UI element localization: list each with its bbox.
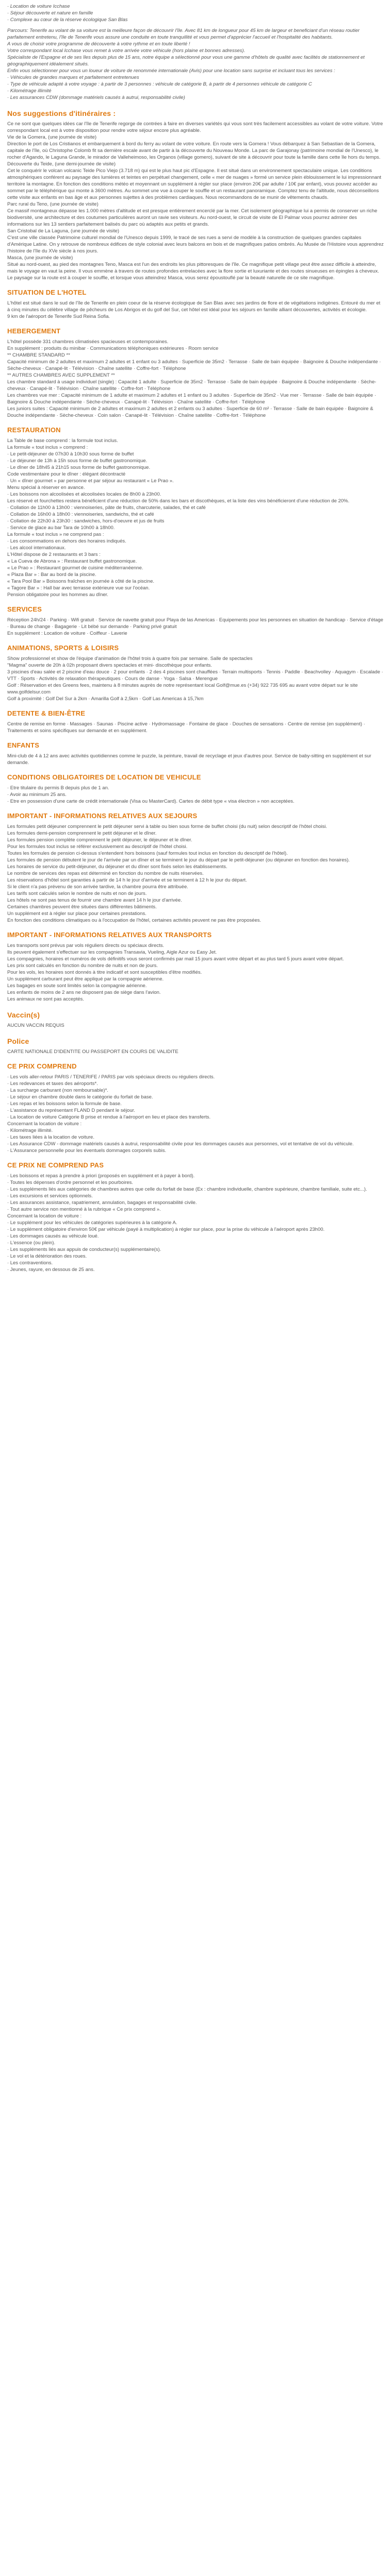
text-line: Pour les formules tout inclus se référer exclusivement au descriptif de l'hôtel choisi. xyxy=(7,844,188,850)
text-line: Parc rural du Teno, (une journée de visite) xyxy=(7,201,99,207)
text-line: · L'assistance du représentant FLAND D pendant le séjour. xyxy=(7,1108,135,1113)
services-section xyxy=(7,605,384,637)
text-line: Concernant la location de voiture : xyxy=(7,1213,82,1219)
restauration-heading: RESTAURATION xyxy=(7,426,61,434)
text-line: · Kilométrage illimité xyxy=(7,88,52,94)
text-line: Les chambres vue mer : Capacité minimum de 1 adulte et maximum 2 adultes et 1 enfant ou 3 adultes · Superficie de 35m2 · Vue mer · Terrasse · Salle de bain équipée · Baignoire & Douche indépendante · Sèche-cheveux · Canapé-lit · Télévision · Chaîne satellite · Coffre-fort · Téléphone xyxy=(7,393,376,405)
text-line: · Etre titulaire du permis B depuis plus de 1 an. xyxy=(7,785,109,791)
text-line: · Les taxes liées à la location de voiture. xyxy=(7,1134,94,1140)
text-line: · Les suppléments liés aux catégories de chambres autres que celle du forfait de base (Ex : chambre individuelle, chambre supérieure, chambre familiale, suite etc...). xyxy=(7,1187,367,1192)
text-line: · Kilométrage illimité. xyxy=(7,1128,53,1133)
restauration-list xyxy=(7,437,384,598)
text-line: · Les consommations en dehors des horaires indiqués. xyxy=(7,538,126,544)
vaccins-section xyxy=(7,1011,384,1029)
vaccins-list xyxy=(7,1022,384,1029)
important-sejours-section xyxy=(7,812,384,924)
text-line: En supplément : Location de voiture · Coiffeur · Laverie xyxy=(7,631,127,636)
text-line: En fonction des conditions climatiques ou à l'occupation de l'hôtel, certaines activités peuvent ne pas être proposées. xyxy=(7,918,262,923)
text-line: · Les contraventions. xyxy=(7,1260,53,1266)
situation-section xyxy=(7,289,384,320)
text-line: L'hôtel est situé dans le sud de l'île de Tenerife en plein coeur de la réserve écologique de San Blas avec ses jardins de flore et de végétations indigènes. Entouré du mer et à cinq minutes du célèbre village de pêcheurs de Los Abrigos et du golf del Sur, cet hôtel est idéal pour les séjours en famille alliant découvertes, activités et écologie. xyxy=(7,300,381,313)
prix-comprend-heading: CE PRIX COMPREND xyxy=(7,1062,77,1070)
text-line: AUCUN VACCIN REQUIS xyxy=(7,1023,64,1028)
text-line: · Les excursions et services optionnels. xyxy=(7,1193,93,1199)
prix-ne-comprend-list xyxy=(7,1173,384,1273)
text-line: · Les boissons et repas à prendre à priori (proposés en supplément et à payer à bord). xyxy=(7,1173,195,1179)
text-line: · Avoir au minimum 25 ans. xyxy=(7,792,67,798)
text-line: Les compagnies, horaires et numéros de vols définitifs vous seront confirmés par mail 15 jours avant votre départ et au plus tard 5 jours avant votre départ. xyxy=(7,956,344,962)
text-line: Spécialiste de l'Espagne et de ses îles depuis plus de 15 ans, notre équipe a sélectionné pour vous une gamme d'hôtels de qualité avec facilités de stationnement et géographiquement idéalement situés. xyxy=(7,55,365,67)
important-sejours-list xyxy=(7,823,384,924)
text-line: · Les repas et les boissons selon la formule de base. xyxy=(7,1101,122,1107)
text-line: · Le petit-déjeuner de 07h30 à 10h30 sous forme de buffet xyxy=(7,451,134,457)
text-line: La formule « tout inclus » ne comprend pas : xyxy=(7,532,104,537)
text-line: · Les assurances assistance, rapatriement, annulation, bagages et responsabilité civile. xyxy=(7,1200,197,1206)
text-line: Capacité minimum de 2 adultes et maximum 2 adultes et 1 enfant ou 3 adultes · Superficie de 35m2 · Terrasse · Salle de bain équipée · Baignoire & Douche indépendante · Sèche-cheveux · Canapé-lit · Télévision · Chaîne satellite · Coffre-fort · Téléphone xyxy=(7,359,381,371)
text-line: Les réservations d'hôtel sont garanties à partir de 14 h le jour d'arrivée et se terminent à 12 h le jour du départ. xyxy=(7,877,247,883)
police-list xyxy=(7,1048,384,1055)
detente-heading: DETENTE & BIEN-ÊTRE xyxy=(7,709,86,717)
text-line: Vie de la Gomera, (une journée de visite) xyxy=(7,134,97,140)
text-line: Les tarifs sont calculés selon le nombre de nuits et non de jours. xyxy=(7,891,147,896)
text-line: · Les vols aller-retour PARIS / TENERIFE / PARIS par vols spéciaux directs ou réguliers directs. xyxy=(7,1074,215,1080)
text-line: Les horaires de service du petit-déjeuner, du déjeuner et du dîner sont fixés selon les établissements. xyxy=(7,864,227,870)
text-line: Situé au nord-ouest, au pied des montagnes Teno, Masca est l'un des endroits les plus pittoresques de l'île. Ce magnifique petit village peut être assez difficile à atteindre, mais le voyage en vaut la peine. Il vous emmène à travers de routes profondes entrelacées avec la flore sortie et luxuriante et des routes sinueuses en épingles à cheveux. Le paysage sur la route est à couper le souffle, et lorsque vous atteindrez Masca, vous serez époustouflé par la beauté naturelle de ce site magnifique. xyxy=(7,262,379,281)
vaccins-heading: Vaccin(s) xyxy=(7,1011,40,1019)
restauration-section xyxy=(7,426,384,598)
text-line: « Plaza Bar » : Bar au bord de la piscine. xyxy=(7,572,96,578)
text-line: · Collation de 16h00 à 18h00 : viennoiseries, sandwichs, thé et café xyxy=(7,512,154,517)
text-line: C'est une ville classée Patrimoine culturel mondial de l'Unesco depuis 1999, le tracé de ses rues a servi de modèle à la construction de quelques grandes capitales d'Amérique Latine. On y retrouve de nombreux édifices de style colonial avec leurs balcons en bois et de magnifiques patios ombrés. Au Musée de l'Histoire vous apprendrez l'histoire de l'île du XVe siècle à nos jours. xyxy=(7,235,384,254)
text-line: · Véhicules de grandes marques et parfaitement entretenues xyxy=(7,75,139,80)
important-transports-section xyxy=(7,931,384,1003)
text-line: Show professionnel et show de l'équipe d'animation de l'hôtel trois à quatre fois par semaine. Salle de spectacles xyxy=(7,656,253,662)
text-line: Les juniors suites : Capacité minimum de 2 adultes et maximum 2 adultes et 2 enfants ou 3 adultes · Superficie de 60 m² · Terrasse · Salle de bain équipée · Baignoire & Douche indépendante · Sèche-cheveux · Coin salon · Canapé-lit · Télévision · Chaîne satellite · Coffre-fort · Téléphone xyxy=(7,406,373,418)
text-line: CARTE NATIONALE D'IDENTITE OU PASSEPORT EN COURS DE VALIDITE xyxy=(7,1049,178,1055)
text-line: Le nombre de services des repas est déterminé en fonction du nombre de nuits réservées. xyxy=(7,871,204,876)
important-transports-list xyxy=(7,942,384,1003)
text-line: « La Cueva de Abrona » : Restaurant buffet gastronomique. xyxy=(7,558,137,564)
hebergement-list xyxy=(7,338,384,419)
text-line: · Collation de 11h00 à 13h00 : viennoiseries, pâte de fruits, charcuterie, salades, thé et café xyxy=(7,505,206,511)
enfants-list xyxy=(7,753,384,766)
text-line: Les formules demi-pension comprennent le petit déjeuner et le dîner. xyxy=(7,831,157,836)
text-line: · Collation de 22h30 à 23h30 : sandwiches, hors-d'oeuvre et jus de fruits xyxy=(7,518,165,524)
animations-section xyxy=(7,644,384,702)
text-line: Les chambre standard à usage individuel (single) : Capacité 1 adulte · Superficie de 35m2 · Terrasse · Salle de bain équipée · Baignoire & Douche indépendante · Sèche-cheveux · Canapé-lit · Télévision · Chaîne satellite · Coffre-fort · Téléphone xyxy=(7,379,377,392)
text-line: Ce ne sont que quelques idées car l'île de Tenerife regorge de contrées à faire en diverses variétés qui vous sont très facilement accessibles au volant de votre voiture. Votre correspondant local est à votre disposition pour rendre votre séjour encore plus agréable. xyxy=(7,121,383,133)
text-line: « Tara Pool Bar » Boissons fraîches en journée à côté de la piscine. xyxy=(7,579,154,584)
text-line: · L'Assurance personnelle pour les éventuels dommages corporels subis. xyxy=(7,1148,167,1154)
text-line: Mini-club de 4 à 12 ans avec activités quotidiennes comme le puzzle, la peinture, travail de recyclage et jeux d'autres pour. Service de baby-sitting en supplément et sur demande. xyxy=(7,753,371,766)
text-line: · L'essence (ou plein). xyxy=(7,1240,56,1246)
text-line: · Tout autre service non mentionné à la rubrique « Ce prix comprend ». xyxy=(7,1207,161,1212)
text-line: · La location de voiture Catégorie B prise et rendue à l'aéroport en lieu et place des transferts. xyxy=(7,1114,211,1120)
text-line: · Jeunes, rayure, en dessous de 25 ans. xyxy=(7,1267,95,1273)
text-line: Les animaux ne sont pas acceptés. xyxy=(7,996,84,1002)
text-line: · Les redevances et taxes des aéroports*. xyxy=(7,1081,98,1087)
text-line: Centre de remise en forme · Massages · Saunas · Piscine active · Hydromassage · Fontaine de glace · Douches de sensations · Centre de remise (en supplément) · Traitements et soins spécifiques sur demande et en supplément. xyxy=(7,721,365,734)
prix-comprend-list xyxy=(7,1074,384,1154)
enfants-heading: ENFANTS xyxy=(7,741,40,749)
text-line: Cet le conquérir le volcan volcanic Teide Pico Viejo (3.718 m) qui est le plus haut pic d'Espagne. Il est situé dans un environnement spectaculaire unique. Les conditions atmosphériques conférent au paysage des lumières et teintes en perpétuel changement, celle « mer de nuages » formé un service plein éblouissement le lui impressionnant territoire la montagne. En fonction des conditions météo et moyennant un supplément à régler sur place (environ 20€ par adulte / 10€ par enfant), vous pouvez accéder au sommet par le téléphérique qui monte à 3600 mètres. Au sommet une vue à couper le souffle et un restaurant panoramique. Comptez tenu de l'altitude, nous déconseillons cette visite aux enfants en bas âge et aux personnes sujettes à des problèmes cardiaques. Nous recommandons de se munir de vêtements chauds. xyxy=(7,168,382,200)
hebergement-heading: HEBERGEMENT xyxy=(7,327,61,335)
text-line: Parcours: Tenerife au volant de sa voiture est la meilleure façon de découvrir l'île. Avec 81 km de longueur pour 45 km de largeur et beneficiant d'un réseau routier parfaitement entretenu, l'île de Tenerife vous assure une conduite en toute tranquillité et vous permet d'apprécier l'accueil et l'hospitalité des habitants. xyxy=(7,28,360,40)
text-line: · Type de véhicule adapté à votre voyage : à partir de 3 personnes : véhicule de catégorie B, à partir de 4 personnes véhicule de catégorie C xyxy=(7,81,312,87)
text-line: Enfin vous sélectionner pour vous un loueur de voiture de renommée internationale (Avis) pour une location sans surprise et incluant tous les services : xyxy=(7,68,335,74)
conditions-section xyxy=(7,773,384,805)
text-line: · Un « dîner gourmet » par personne et par séjour au restaurant « Le Prao ». xyxy=(7,478,174,484)
text-line: Golf : Réservation et des Greens fees, maintenu à 8 minutes auprès de notre représentant local Golf@mue.es (+34) 922 735 695 au avant votre départ sur le site www.golfdelsur.com xyxy=(7,683,358,695)
text-line: · Location de voiture Icchase xyxy=(7,4,70,9)
text-line: · Les boissons non alcoolisées et alcoolisées locales de 8h00 à 23h00. xyxy=(7,492,161,497)
text-line: La formule « tout inclus » comprend : xyxy=(7,445,88,450)
text-line: Certaines chambres peuvent être situées dans différentes bâtiments. xyxy=(7,904,157,910)
text-line: "Magma" ouverte de 20h à 02h proposant divers spectacles et mini- discothèque pour enfants. xyxy=(7,663,213,668)
text-line: · Les suppléments liés aux appuis de conducteur(s) supplémentaire(s). xyxy=(7,1247,161,1252)
police-section xyxy=(7,1037,384,1055)
prix-ne-comprend-section xyxy=(7,1161,384,1273)
text-line: « Le Prao » : Restaurant gourmet de cuisine méditerranéenne. xyxy=(7,565,143,571)
spacer xyxy=(7,23,384,27)
text-line: Un supplément est à régler sur place pour certaines prestations. xyxy=(7,911,146,917)
text-line: Masca, (une journée de visite) xyxy=(7,255,73,261)
text-line: · Toutes les dépenses d'ordre personnel et les pourboires. xyxy=(7,1180,134,1185)
text-line: · Le supplément pour les véhicules de catégories supérieures à la catégorie A. xyxy=(7,1220,177,1226)
text-line: · Les dommages causés au véhicule loué. xyxy=(7,1233,99,1239)
text-line: Les formules petit déjeuner comprennent le petit déjeuner servi à table ou bien sous forme de buffet choisi (du nuit) selon descriptif de l'hôtel choisi. xyxy=(7,824,328,829)
text-line: Votre correspondant local Icchase vous remet à votre arrivée votre véhicule (hors plaine et bonnes adresses). xyxy=(7,48,246,54)
services-list xyxy=(7,617,384,637)
text-line: Les bagages en soute sont limités selon la compagnie aérienne. xyxy=(7,983,147,989)
situation-list xyxy=(7,300,384,320)
text-line: · Complexe au cœur de la réserve écologique San Blas xyxy=(7,17,128,23)
text-line: San Cristobal de La Laguna, (une journée de visite) xyxy=(7,228,120,234)
text-line: A vous de choisir votre programme de découverte à votre rythme et en toute liberté ! xyxy=(7,41,190,47)
text-line: Les enfants de moins de 2 ans ne disposent pas de siège dans l'avion. xyxy=(7,990,161,995)
text-line: · Le supplément obligatoire d'environ 50€ par véhicule (payé à multiplication) à régler sur place, pour la prise du véhicule à l'aéroport après 23h00. xyxy=(7,1227,325,1232)
text-line: · Service de glace au bar Tara de 10h00 à 18h00. xyxy=(7,525,115,531)
text-line: Découverte du Teide, (une demi-journée de visite) xyxy=(7,161,116,167)
text-line: · La surcharge carburant (non remboursable)*. xyxy=(7,1088,108,1093)
text-line: ** AUTRES CHAMBRES AVEC SUPPLEMENT ** xyxy=(7,372,115,378)
text-line: En supplément : produits du minibar · Communications téléphoniques extérieures · Room service xyxy=(7,346,219,351)
text-line: Ce massif montagneux dépasse les 1.000 mètres d'altitude et est presque entièrement encerclé par la mer. Cet isolement géographique lui a permis de conserver un riche biodiversité, une architecture et des coutumes particulières auront un ravie ses visiteurs. Au nord-ouest, le circuit de visite de El Palmar vous pourrez admirer des informations sur les 13 sentiers parfaitement balisés du parc où adaptés aux petits et grands. xyxy=(7,208,378,227)
text-line: « Tagore Bar » : Hall bar avec terrasse extérieure vue sur l'océan. xyxy=(7,585,150,591)
enfants-section xyxy=(7,741,384,766)
text-line: Les réservé et fourchettes restera bénéficient d'une réduction de 50% dans les bars et discothèques, et la liste des vins bénéficieront d'une réduction de 20%. xyxy=(7,498,350,504)
police-heading: Police xyxy=(7,1037,29,1045)
situation-heading: SITUATION DE L'HOTEL xyxy=(7,289,87,296)
text-line: 3 piscines d'eau salée et 2 piscine d'eau douce · 2 pour enfants · 2 des 4 piscines sont chauffées · Terrain multisports · Tennis · Paddle · Beachvolley · Aquagym · Escalade · VTT · Sports · Activités de relaxation thérapeutiques · Cours de danse · Yoga · Salsa · Merengue xyxy=(7,669,383,682)
text-line: Les transports sont prévus par vols réguliers directs ou spéciaux directs. xyxy=(7,943,165,948)
text-line: Les prix sont calculés en fonction du nombre de nuits et non de jours. xyxy=(7,963,158,969)
animations-list xyxy=(7,655,384,702)
text-line: Menu spécial à réserver en avance. xyxy=(7,485,85,490)
text-line: Direction le port de Los Cristianos et embarquement à bord du ferry au volant de votre voiture. En route vers la Gomera ! Vous débarquez à San Sebastian de la Gomera, capitale de l'île, où Christophe Colomb fit sa dernière escale avant de partir à la découverte du Nouveau Monde. La parc de Garajonay (patrimoine mondial de l'Unesco), le rocher d'Agando, le Laguna Grande, le mirador de Valleheimoso, les Organos (village gomero), suivant de site à découvrir pour toute la famille dans cette île hors du temps. xyxy=(7,141,381,160)
text-line: · Le vol et la détérioration des roues. xyxy=(7,1253,87,1259)
text-line: Toutes les formules de pension ci-dessus s'entendent hors boissons (sauf formules tout inclus en fonction du descriptif de l'hôtel). xyxy=(7,851,288,856)
text-line: · Etre en possession d'une carte de crédit internationale (Visa ou MasterCard). Cartes de débit type « visa électron » non acceptées. xyxy=(7,799,295,804)
important-sejours-heading: IMPORTANT - INFORMATIONS RELATIVES AUX SEJOURS xyxy=(7,812,198,820)
text-line: Golf à proximité : Golf Del Sur à 2km · Amarilla Golf à 2,5km · Golf Las Americas à 15,7km xyxy=(7,696,204,702)
conditions-heading: CONDITIONS OBLIGATOIRES DE LOCATION DE VEHICULE xyxy=(7,773,201,781)
text-line: Pour les vols, les horaires sont donnés à titre indicatif et sont susceptibles d'être modifiés. xyxy=(7,970,202,975)
text-line: Ils peuvent également s'effectuer sur les compagnies Transavia, Vueling, Aigle Azur ou Easy Jet. xyxy=(7,950,217,955)
text-line: · Le déjeuner de 13h à 15h sous forme de buffet gastronomique. xyxy=(7,458,148,464)
intro-list xyxy=(7,3,384,101)
detente-list xyxy=(7,721,384,734)
animations-heading: ANIMATIONS, SPORTS & LOISIRS xyxy=(7,644,119,652)
text-line: ** CHAMBRE STANDARD ** xyxy=(7,352,70,358)
intro-section xyxy=(7,3,384,101)
text-line: · Séjour découverte et nature en famille xyxy=(7,10,93,16)
text-line: · Le dîner de 18h45 à 21h15 sous forme de buffet gastronomique. xyxy=(7,465,151,470)
suggestions-heading: Nos suggestions d'itinéraires : xyxy=(7,109,116,117)
text-line: · Les Assurance CDW - dommage matériels causés à autrui, responsabilité civile pour les dommages causés aux personnes, vol et tentative de vol du véhicule. xyxy=(7,1141,354,1147)
suggestions-section xyxy=(7,109,384,281)
text-line: 9 km de l'aéroport de Tenerife Sud Reina Sofia. xyxy=(7,314,110,319)
detente-section xyxy=(7,709,384,734)
hebergement-section xyxy=(7,327,384,419)
text-line: · Les assurances CDW (dommage matériels causés à autrui, responsabilité civile) xyxy=(7,95,185,100)
text-line: Les formules de pension débutent le jour de l'arrivée par un dîner et se terminent le jour du départ par le petit-déjeuner (ou déjeuner en fonction des horaires). xyxy=(7,857,350,863)
suggestions-list xyxy=(7,121,384,281)
text-line: · Les alcool internationaux. xyxy=(7,545,66,551)
text-line: Code vestimentaire pour le dîner : élégant décontracté xyxy=(7,471,126,477)
text-line: L'Hôtel dispose de 2 restaurants et 3 bars : xyxy=(7,552,101,557)
document-page xyxy=(0,0,391,1283)
text-line: Pension obligatoire pour les hommes au dîner. xyxy=(7,592,108,598)
text-line: Réception 24h/24 · Parking · Wifi gratuit · Service de navette gratuit pour Playa de las Americas · Equipements pour les personnes en situation de handicap · Service d'étage · Bureau de change · Bagagerie · Lit bébé sur demande · Parking privé gratuit xyxy=(7,617,383,630)
text-line: Concernant la location de voiture : xyxy=(7,1121,82,1127)
text-line: · Le séjour en chambre double dans le catégorie du forfait de base. xyxy=(7,1094,153,1100)
text-line: Les hôtels ne sont pas tenus de fournir une chambre avant 14 h le jour d'arrivée. xyxy=(7,897,182,903)
text-line: Un supplément carburant peut être appliqué par la compagnie aérienne. xyxy=(7,976,164,982)
important-transports-heading: IMPORTANT - INFORMATIONS RELATIVES AUX TRANSPORTS xyxy=(7,931,212,939)
text-line: La Table de base comprend : la formule tout inclus. xyxy=(7,438,118,444)
services-heading: SERVICES xyxy=(7,605,42,613)
text-line: L'hôtel possède 331 chambres climatisées spacieuses et contemporaines. xyxy=(7,339,169,345)
conditions-list xyxy=(7,785,384,805)
prix-ne-comprend-heading: CE PRIX NE COMPREND PAS xyxy=(7,1161,104,1169)
prix-comprend-section xyxy=(7,1062,384,1154)
text-line: Si le client n'a pas prévenu de son arrivée tardive, la chambre pourra être attribuée. xyxy=(7,884,188,890)
text-line: Les formules pension complète comprennent le petit déjeuner, le déjeuner et le dîner. xyxy=(7,837,192,843)
